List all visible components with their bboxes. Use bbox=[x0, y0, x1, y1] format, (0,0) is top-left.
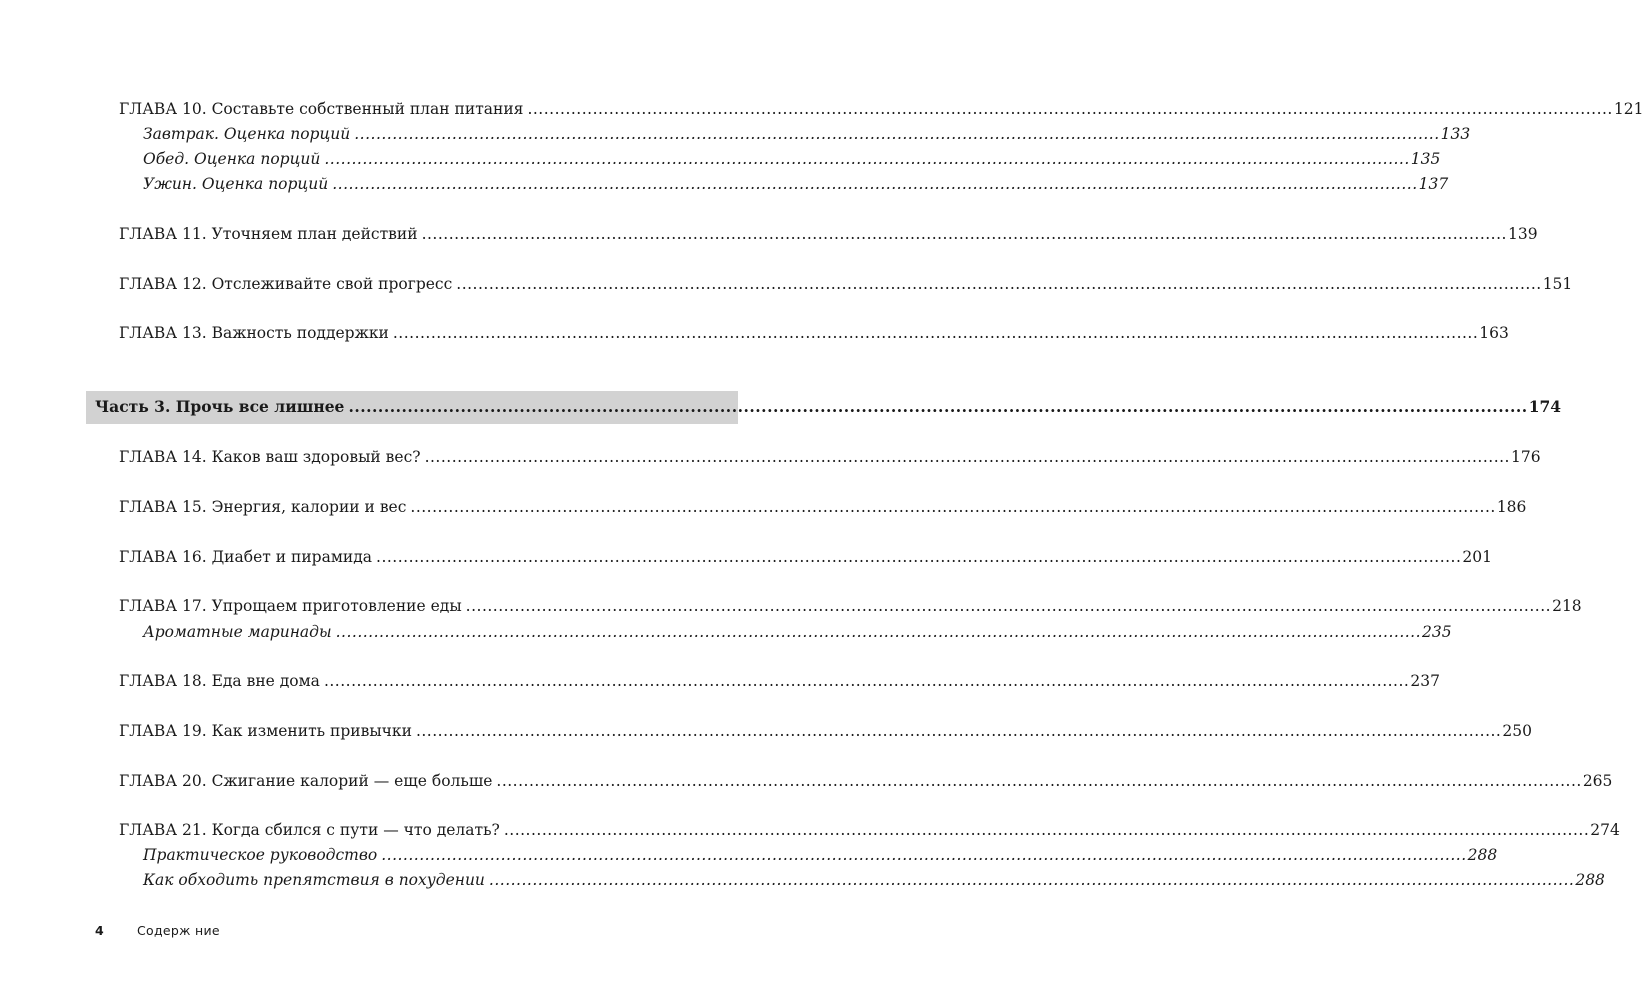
toc-entry-part-3[interactable] bbox=[95, 397, 1562, 417]
toc-leader-dots: ........................................................................................................................................................................................................ bbox=[348, 397, 1528, 416]
toc-entry-title: ГЛАВА 15. Энергия, калории и вес bbox=[119, 498, 407, 516]
toc-entry-page: 176 bbox=[1510, 448, 1541, 466]
toc-entry-page: 135 bbox=[1410, 150, 1441, 168]
toc-entry-chapter-16[interactable] bbox=[119, 547, 1493, 567]
toc-entry-chapter-17[interactable] bbox=[119, 596, 1582, 616]
toc-entry-page: 139 bbox=[1507, 225, 1538, 243]
toc-leader-dots: ........................................................................................................................................................................................................ bbox=[354, 125, 1440, 143]
toc-entry-page: 174 bbox=[1528, 397, 1562, 416]
toc-entry-chapter-15[interactable] bbox=[119, 497, 1527, 517]
toc-subentry-practical-guide[interactable] bbox=[143, 845, 1498, 865]
toc-entry-title: ГЛАВА 21. Когда сбился с пути — что делать? bbox=[119, 821, 500, 839]
toc-entry-title: ГЛАВА 17. Упрощаем приготовление еды bbox=[119, 597, 462, 615]
toc-subentry-dinner[interactable] bbox=[143, 174, 1449, 194]
toc-leader-dots: ........................................................................................................................................................................................................ bbox=[335, 623, 1422, 641]
toc-entry-title: Завтрак. Оценка порций bbox=[143, 125, 351, 143]
toc-leader-dots: ........................................................................................................................................................................................................ bbox=[488, 871, 1575, 889]
toc-leader-dots: ........................................................................................................................................................................................................ bbox=[415, 722, 1502, 740]
toc-entry-page: 218 bbox=[1552, 597, 1582, 615]
toc-entry-chapter-19[interactable] bbox=[119, 721, 1532, 741]
toc-subentry-marinades[interactable] bbox=[143, 622, 1452, 642]
toc-leader-dots: ........................................................................................................................................................................................................ bbox=[527, 100, 1613, 118]
toc-entry-chapter-13[interactable] bbox=[119, 323, 1509, 343]
toc-leader-dots: ........................................................................................................................................................................................................ bbox=[392, 324, 1479, 342]
toc-leader-dots: ........................................................................................................................................................................................................ bbox=[503, 821, 1590, 839]
toc-entry-page: 121 bbox=[1613, 100, 1643, 118]
toc-entry-chapter-10[interactable] bbox=[119, 99, 1643, 119]
toc-entry-title: ГЛАВА 11. Уточняем план действий bbox=[119, 225, 418, 243]
toc-entry-page: 265 bbox=[1582, 772, 1613, 790]
toc-entry-chapter-14[interactable] bbox=[119, 447, 1541, 467]
toc-entry-title: Как обходить препятствия в похудении bbox=[143, 871, 485, 889]
page-number: 4 bbox=[95, 923, 104, 938]
toc-entry-chapter-18[interactable] bbox=[119, 671, 1440, 691]
toc-leader-dots: ........................................................................................................................................................................................................ bbox=[421, 225, 1507, 243]
toc-subentry-breakfast[interactable] bbox=[143, 124, 1471, 144]
toc-leader-dots: ........................................................................................................................................................................................................ bbox=[424, 448, 1510, 466]
toc-entry-page: 274 bbox=[1590, 821, 1620, 839]
toc-leader-dots: ........................................................................................................................................................................................................ bbox=[376, 548, 1462, 566]
toc-entry-title: ГЛАВА 14. Каков ваш здоровый вес? bbox=[119, 448, 421, 466]
toc-entry-page: 201 bbox=[1462, 548, 1493, 566]
toc-entry-title: ГЛАВА 20. Сжигание калорий — еще больше bbox=[119, 772, 493, 790]
toc-leader-dots: ........................................................................................................................................................................................................ bbox=[332, 175, 1418, 193]
toc-leader-dots: ........................................................................................................................................................................................................ bbox=[465, 597, 1552, 615]
running-footer-title: Содерж ние bbox=[137, 923, 220, 938]
toc-entry-title: ГЛАВА 10. Составьте собственный план питания bbox=[119, 100, 524, 118]
toc-leader-dots: ........................................................................................................................................................................................................ bbox=[456, 275, 1542, 293]
toc-entry-chapter-12[interactable] bbox=[119, 274, 1573, 294]
toc-entry-title: Практическое руководство bbox=[143, 846, 378, 864]
toc-entry-chapter-21[interactable] bbox=[119, 820, 1620, 840]
toc-entry-title: Обед. Оценка порций bbox=[143, 150, 321, 168]
toc-entry-page: 163 bbox=[1479, 324, 1509, 342]
toc-subentry-lunch[interactable] bbox=[143, 149, 1441, 169]
toc-subentry-obstacles[interactable] bbox=[143, 870, 1605, 890]
toc-entry-page: 186 bbox=[1496, 498, 1527, 516]
toc-entry-title: ГЛАВА 16. Диабет и пирамида bbox=[119, 548, 373, 566]
toc-entry-title: Ароматные маринады bbox=[143, 623, 332, 641]
toc-leader-dots: ........................................................................................................................................................................................................ bbox=[410, 498, 1496, 516]
toc-leader-dots: ........................................................................................................................................................................................................ bbox=[323, 672, 1410, 690]
toc-entry-title: ГЛАВА 18. Еда вне дома bbox=[119, 672, 320, 690]
toc-leader-dots: ........................................................................................................................................................................................................ bbox=[324, 150, 1410, 168]
toc-leader-dots: ........................................................................................................................................................................................................ bbox=[381, 846, 1467, 864]
toc-entry-page: 250 bbox=[1502, 722, 1532, 740]
toc-entry-title: ГЛАВА 12. Отслеживайте свой прогресс bbox=[119, 275, 453, 293]
toc-entry-page: 288 bbox=[1467, 846, 1498, 864]
toc-entry-page: 237 bbox=[1410, 672, 1440, 690]
toc-entry-title: ГЛАВА 19. Как изменить привычки bbox=[119, 722, 412, 740]
toc-entry-page: 288 bbox=[1575, 871, 1605, 889]
toc-entry-page: 151 bbox=[1542, 275, 1573, 293]
toc-entry-chapter-20[interactable] bbox=[119, 771, 1613, 791]
toc-entry-title: ГЛАВА 13. Важность поддержки bbox=[119, 324, 389, 342]
toc-entry-page: 133 bbox=[1440, 125, 1471, 143]
toc-entry-page: 235 bbox=[1422, 623, 1452, 641]
toc-entry-title: Часть 3. Прочь все лишнее bbox=[95, 397, 345, 416]
toc-entry-chapter-11[interactable] bbox=[119, 224, 1538, 244]
toc-entry-title: Ужин. Оценка порций bbox=[143, 175, 329, 193]
toc-entry-page: 137 bbox=[1418, 175, 1449, 193]
toc-leader-dots: ........................................................................................................................................................................................................ bbox=[496, 772, 1582, 790]
